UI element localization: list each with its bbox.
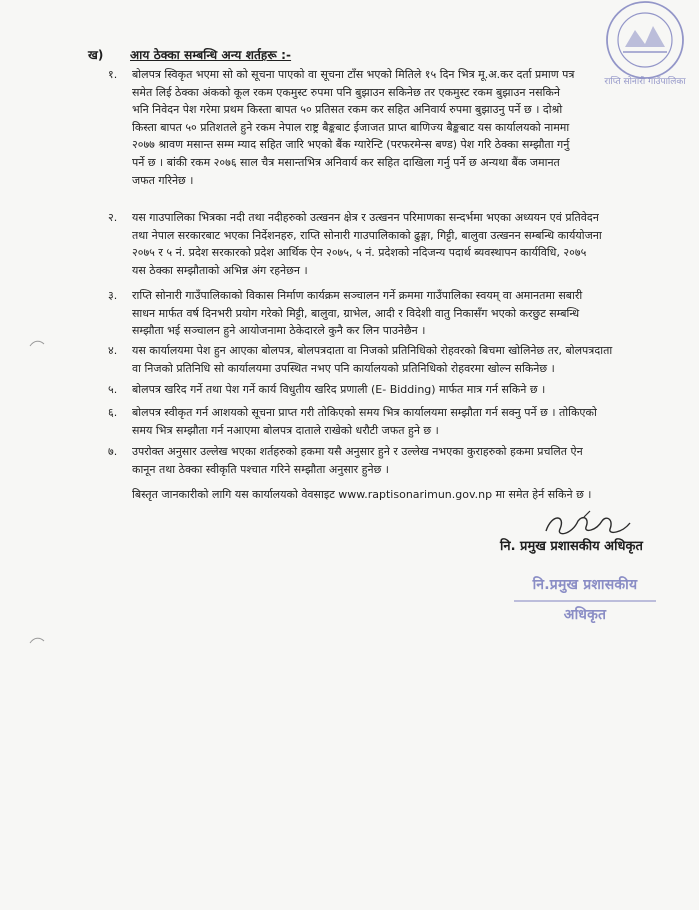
margin-mark-icon — [28, 338, 46, 348]
item-line: कानून तथा ठेक्का स्वीकृति पश्चात गरिने सम्झौता अनुसार हुनेछ । — [132, 462, 389, 476]
margin-mark-icon — [28, 635, 46, 645]
item-line: पर्ने छ । बांकी रकम २०७६ साल चैत्र मसान्तभित्र अनिवार्य कर सहित दाखिला गर्नु पर्ने छ अन्यथा बैंक जमानत — [132, 155, 560, 169]
item-line: यस कार्यालयमा पेश हुन आएका बोलपत्र, बोलपत्रदाता वा निजको प्रतिनिधिको रोहवरको बिचमा खोलिनेछ तर, बोलपत्रदाता — [132, 344, 613, 357]
seal-text: राप्ति सोनारी गाउँपालिका — [604, 77, 686, 87]
item-number: २. — [108, 211, 118, 224]
condition-item-3 — [108, 287, 670, 340]
item-line: उपरोक्त अनुसार उल्लेख भएका शर्तहरुको हकमा यसै अनुसार हुने र उल्लेख नभएका कुराहरुको हकमा प्रचलित ऐन — [132, 445, 583, 458]
section-heading — [88, 46, 291, 63]
item-line: यस ठेक्का सम्झौताको अभिन्न अंग रहनेछन । — [132, 263, 308, 277]
condition-item-6 — [108, 404, 670, 439]
item-line: यस गाउपालिका भित्रका नदी तथा नदीहरुको उत्खनन क्षेत्र र उत्खनन परिमाणका सन्दर्भमा भएका अध्ययन एवं प्रतिवेदन — [132, 211, 599, 224]
website-note: बिस्तृत जानकारीको लागि यस कार्यालयको वेवसाइट www.raptisonarimun.gov.np मा समेत हेर्न सकिने छ । — [132, 488, 592, 501]
item-line: जफत गरिनेछ । — [132, 173, 194, 187]
official-stamp: नि.प्रमुख प्रशासकीय अधिकृत — [514, 570, 656, 602]
item-line: तथा नेपाल सरकारबाट भएका निर्देशनहरु, राप्ति सोनारी गाउपालिकाको ढुङ्गा, गिट्टी, बालुवा उत्खनन सम्बन्धि कार्ययोजना — [132, 228, 602, 242]
item-line: बोलपत्र स्विकृत भएमा सो को सूचना पाएको वा सूचना टाँस भएको मितिले १५ दिन भित्र मू.अ.कर दर्ता प्रमाण पत्र — [132, 68, 575, 81]
item-line: २०७७ श्रावण मसान्त सम्म म्याद सहित जारि भएको बैंक ग्यारेन्टि (परफरमेन्स बण्ड) पेश गरि ठेक्का सम्झौता गर्नु — [132, 138, 570, 152]
item-line: वा निजको प्रतिनिधि सो कार्यालयमा उपस्थित नभए पनि कार्यालयको प्रतिनिधिको रोहवरमा खोल्न सकिनेछ । — [132, 361, 555, 375]
item-line: बोलपत्र खरिद गर्ने तथा पेश गर्ने कार्य विधुतीय खरिद प्रणाली (E- Bidding) मार्फत मात्र गर्न सकिने छ । — [132, 383, 546, 396]
item-number: ४. — [108, 344, 118, 357]
item-line: बोलपत्र स्वीकृत गर्न आशयको सूचना प्राप्त गरी तोकिएको समय भित्र कार्यालयमा सम्झौता गर्न सक्नु पर्ने छ । तोकिएको — [132, 406, 597, 419]
condition-item-7 — [108, 443, 670, 478]
item-line: २०७५ र ५ नं. प्रदेश सरकारको प्रदेश आर्थिक ऐन २०७५, ५ नं. प्रदेशको नदिजन्य पदार्थ ब्यवस्थापन कार्यविधि, २०७५ — [132, 246, 587, 260]
item-line: भनि निवेदन पेश गरेमा प्रथम किस्ता बापत ५० प्रतिसत रकम कर सहित अनिवार्य रुपमा बुझाउनु पर्ने छ । दोश्रो — [132, 103, 563, 117]
item-line: समेत लिई ठेक्का अंकको कूल रकम एकमुस्ट रुपमा पनि बुझाउन सकिनेछ तर एकमुस्ट रकम बुझाउन नसकिने — [132, 85, 560, 99]
item-number: ७. — [108, 445, 118, 458]
condition-item-1 — [108, 66, 670, 189]
section-title: आय ठेक्का सम्बन्धि अन्य शर्तहरू :- — [130, 48, 292, 62]
item-line: साधन मार्फत वर्ष दिनभरी प्रयोग गरेको मिट्टी, बालुवा, ग्राभेल, आदी र विदेशी वातु निकासँग भएको करछुट सम्बन्धि — [132, 306, 580, 320]
item-line: सम्झौता भई सञ्चालन हुने आयोजनामा ठेकेदारले कुनै कर लिन पाउनेछैन । — [132, 324, 426, 338]
condition-item-5 — [108, 381, 670, 399]
item-line: किस्ता बापत ५० प्रतिशतले हुने रकम नेपाल राष्ट्र बैङ्कबाट ईजाजत प्राप्त बाणिज्य बैङ्कबाट यस कार्यालयको नाममा — [132, 120, 570, 134]
item-number: ३. — [108, 289, 118, 302]
section-label: ख) — [88, 48, 104, 62]
condition-item-4 — [108, 342, 670, 377]
item-number: ५. — [108, 383, 118, 396]
item-line: राप्ति सोनारी गाउँपालिकाको विकास निर्माण कार्यक्रम सञ्चालन गर्ने क्रममा गाउँपालिका स्वयम् वा अमानतमा सबारी — [132, 289, 583, 302]
item-number: १. — [108, 68, 118, 81]
condition-item-2 — [108, 209, 670, 279]
item-number: ६. — [108, 406, 118, 419]
signatory-title: नि. प्रमुख प्रशासकीय अधिकृत — [500, 539, 643, 554]
item-line: समय भित्र सम्झौता गर्न नआएमा बोलपत्र दाताले राखेको धरौटी जफत हुने छ । — [132, 423, 439, 437]
